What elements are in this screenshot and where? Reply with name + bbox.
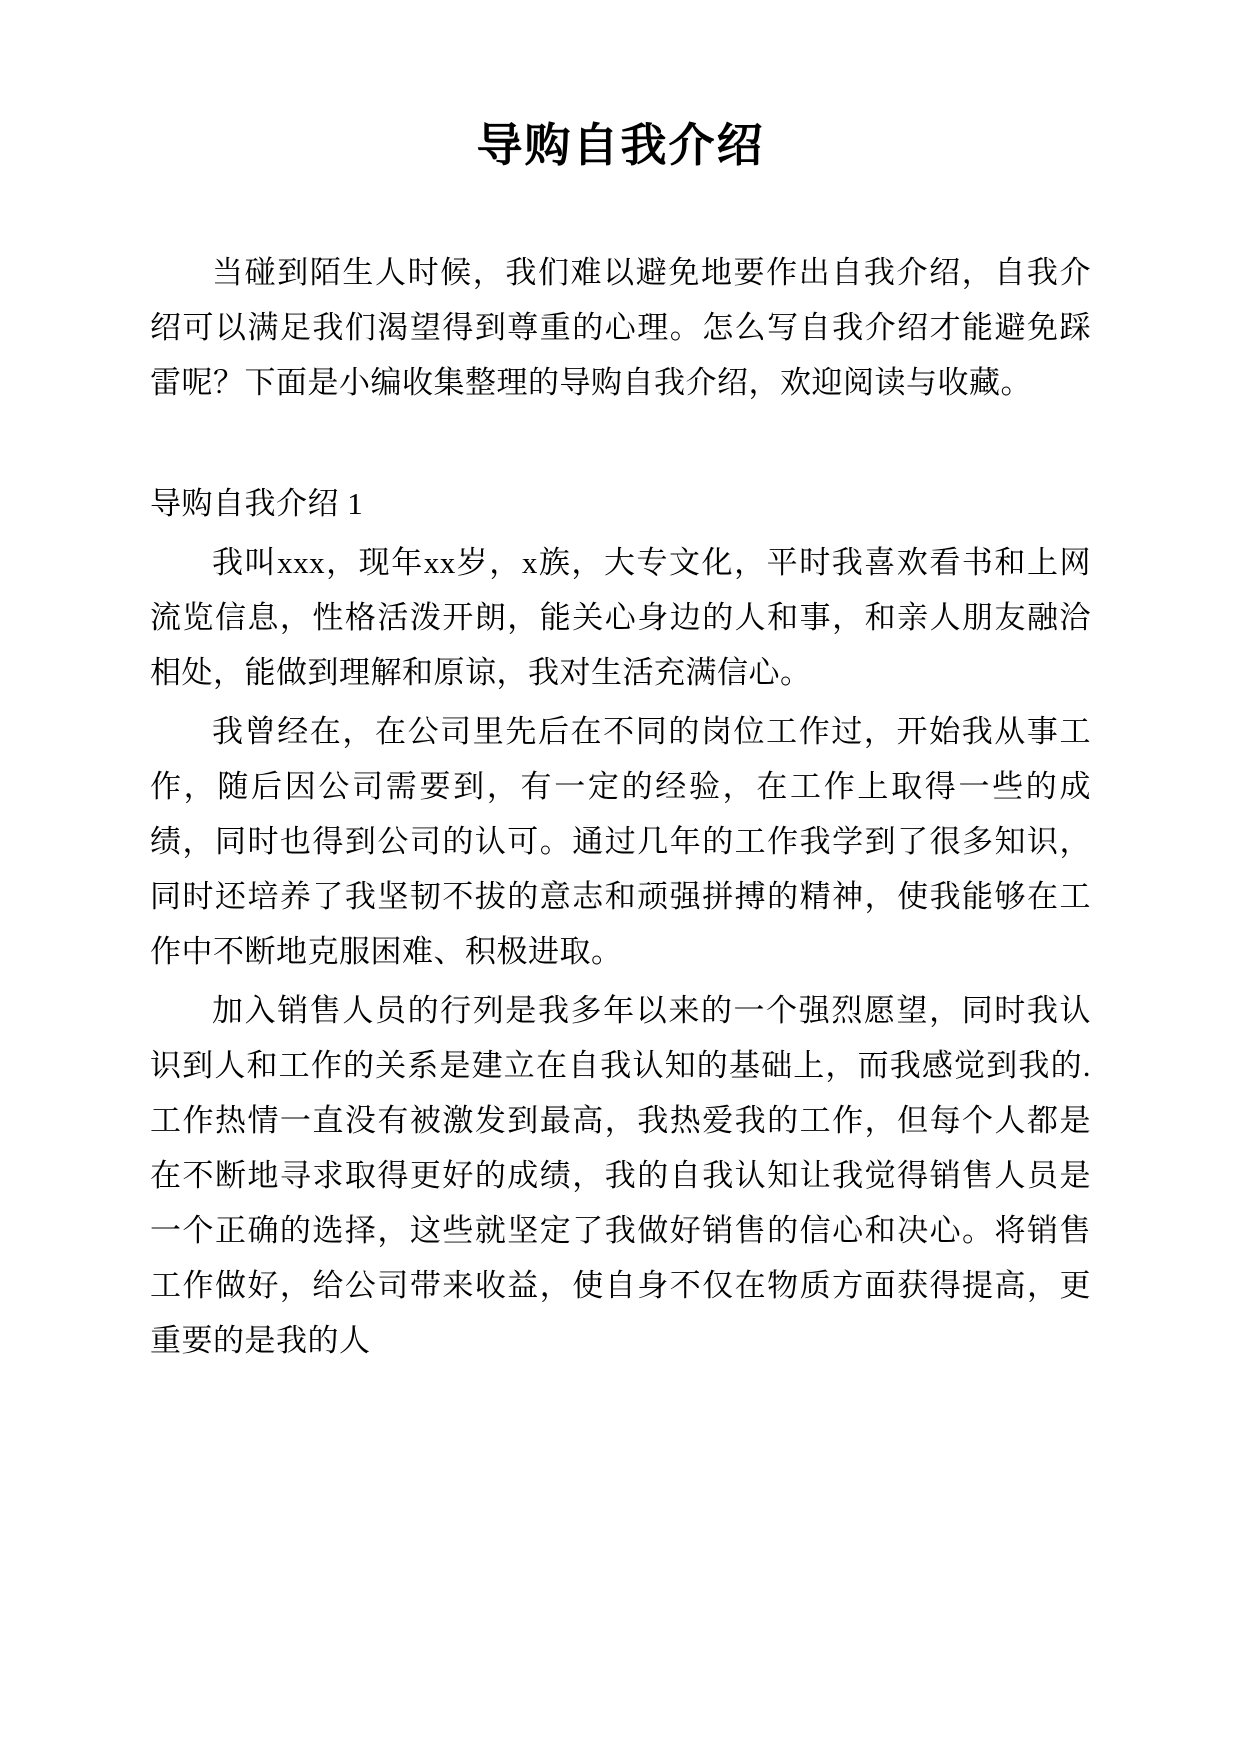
paragraph-section1-3: 加入销售人员的行列是我多年以来的一个强烈愿望，同时我认识到人和工作的关系是建立在自我认知的基础上，而我感觉到我的.工作热情一直没有被激发到最高，我热爱我的工作，但每个人都是在不断地寻求取得更好的成绩，我的自我认知让我觉得销售人员是一个正确的选择，这些就坚定了我做好销售的信心和决心。将销售工作做好，给公司带来收益，使自身不仅在物质方面获得提高，更重要的是我的人: [150, 993, 1091, 1359]
paragraph-section1-2: 我曾经在，在公司里先后在不同的岗位工作过，开始我从事工作，随后因公司需要到，有一定的经验，在工作上取得一些的成绩，同时也得到公司的认可。通过几年的工作我学到了很多知识，同时还培养了我坚韧不拔的意志和顽强拼搏的精神，使我能够在工作中不断地克服困难、积极进取。: [150, 714, 1091, 970]
page-title: 导购自我介绍: [476, 119, 765, 171]
paragraph-spacer: [150, 414, 1091, 440]
paragraph-section1-1: 我叫xxx，现年xx岁，x族，大专文化，平时我喜欢看书和上网流览信息，性格活泼开朗，能关心身边的人和事，和亲人朋友融洽相处，能做到理解和原谅，我对生活充满信心。: [150, 545, 1091, 691]
section-heading-1: 导购自我介绍 1: [150, 486, 364, 522]
paragraph-intro: 当碰到陌生人时候，我们难以避免地要作出自我介绍，自我介绍可以满足我们渴望得到尊重的心理。怎么写自我介绍才能避免踩雷呢？下面是小编收集整理的导购自我介绍，欢迎阅读与收藏。: [150, 255, 1091, 401]
